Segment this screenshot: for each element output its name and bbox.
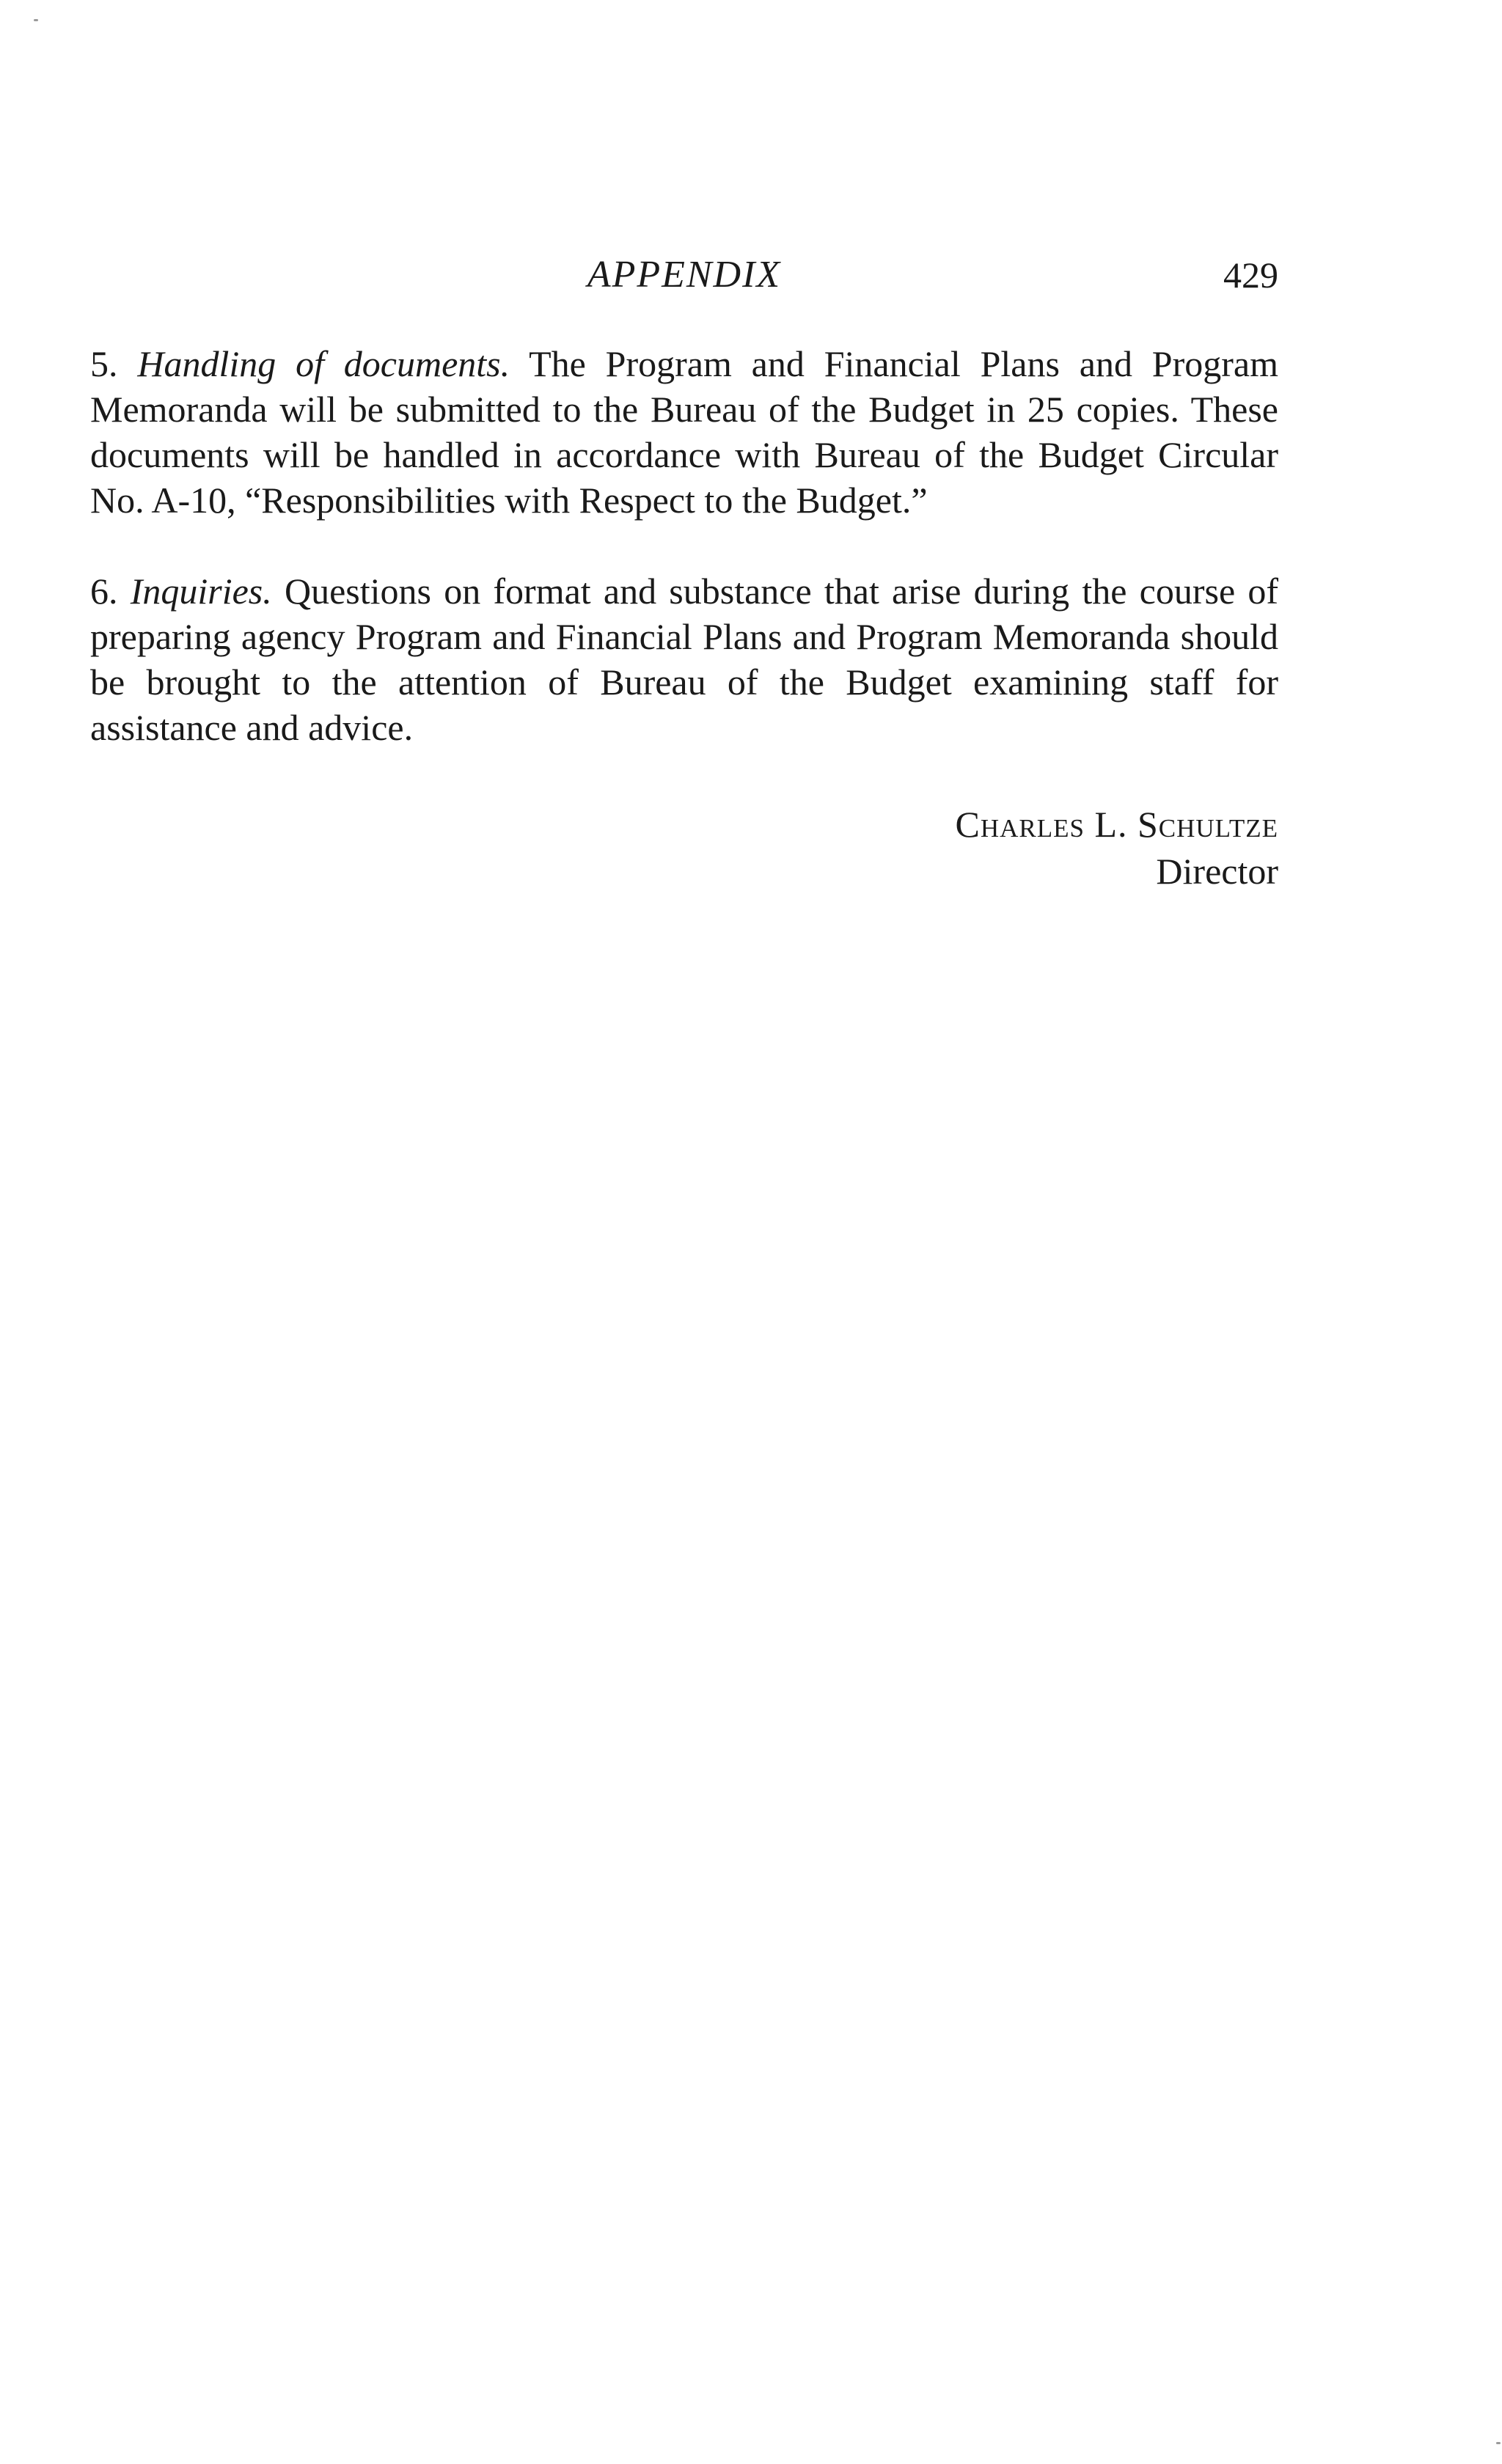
running-head bbox=[90, 249, 1278, 301]
paragraph-handling-of-documents bbox=[90, 341, 1278, 523]
page-number: 429 bbox=[1223, 254, 1278, 296]
paragraph-inquiries bbox=[90, 568, 1278, 750]
paragraph-number: 5. bbox=[90, 343, 118, 384]
paragraph-number: 6. bbox=[90, 571, 118, 612]
paragraph-text: Questions on format and substance that arise during the course of preparing agency Program and Financial Plans and Program Memoranda should be brought to the attention of Bureau of the Budget examining staff for assistance and advice. bbox=[90, 571, 1279, 748]
paragraph-lead: Inquiries. bbox=[130, 571, 272, 612]
paragraph-text: The Program and Financial Plans and Program Memoranda will be submitted to the Bureau of the Budget in 25 copies. These documents will be handled in accordance with Bureau of the Budget Circular No. A-10, “Responsibilities with Respect to the Budget.” bbox=[90, 343, 1278, 521]
running-title: APPENDIX bbox=[587, 254, 782, 296]
scan-speck bbox=[34, 19, 38, 21]
scan-speck bbox=[1496, 2442, 1501, 2444]
body-text bbox=[90, 341, 1278, 750]
signatory-name: Charles L. Schultze bbox=[955, 804, 1278, 845]
paragraph-lead: Handling of documents. bbox=[137, 343, 510, 384]
signatory-title: Director bbox=[1156, 851, 1278, 892]
signature-block bbox=[955, 801, 1278, 895]
